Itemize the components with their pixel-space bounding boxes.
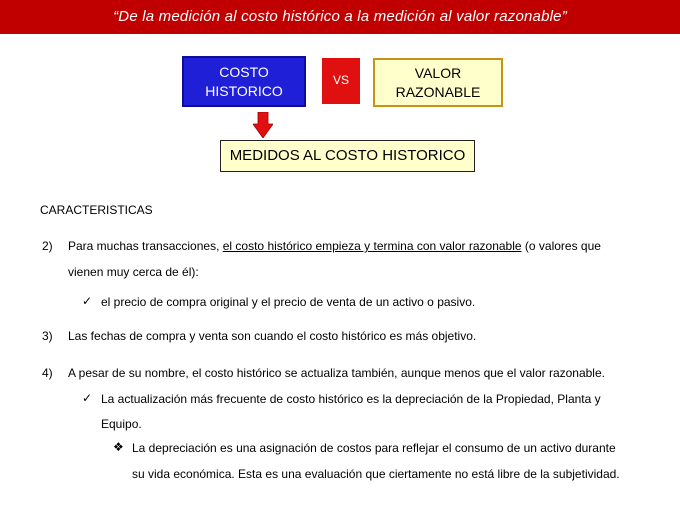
item-4-sub-line2: Equipo. bbox=[101, 417, 142, 431]
checkmark-bullet-icon: ✓ bbox=[82, 391, 93, 405]
title-banner bbox=[0, 0, 680, 34]
item-4-subsub-line1: La depreciación es una asignación de costos para reflejar el consumo de un activo durante bbox=[132, 441, 616, 455]
item-number-3: 3) bbox=[42, 329, 53, 343]
medidos-label: MEDIDOS AL COSTO HISTORICO bbox=[229, 147, 466, 165]
down-arrow-icon bbox=[253, 112, 273, 138]
section-title: CARACTERISTICAS bbox=[40, 203, 153, 217]
valor-razonable-box bbox=[373, 58, 503, 107]
medidos-costo-historico-box bbox=[220, 140, 475, 172]
item-2-text bbox=[68, 239, 601, 253]
item-2-continuation: vienen muy cerca de él): bbox=[68, 265, 199, 279]
item-2-sub: el precio de compra original y el precio de venta de un activo o pasivo. bbox=[101, 295, 476, 309]
costo-historico-box bbox=[182, 56, 306, 107]
item-3-text: Las fechas de compra y venta son cuando el costo histórico es más objetivo. bbox=[68, 329, 477, 343]
item-4-text: A pesar de su nombre, el costo histórico se actualiza también, aunque menos que el valor razonable. bbox=[68, 366, 605, 380]
item-number-2: 2) bbox=[42, 239, 53, 253]
vs-box bbox=[322, 58, 360, 104]
item-4-sub-line1: La actualización más frecuente de costo histórico es la depreciación de la Propiedad, Planta y bbox=[101, 392, 601, 406]
page-title: “De la medición al costo histórico a la medición al valor razonable” bbox=[113, 8, 567, 25]
item-2-text-before: Para muchas transacciones, bbox=[68, 239, 223, 253]
costo-historico-label: COSTO HISTORICO bbox=[205, 64, 283, 99]
item-2-text-underlined: el costo histórico empieza y termina con valor razonable bbox=[222, 239, 522, 253]
diamond-bullet-icon: ❖ bbox=[113, 440, 124, 454]
item-2-text-after: (o valores que bbox=[521, 239, 601, 253]
vs-label: VS bbox=[332, 73, 349, 88]
item-4-subsub-line2: su vida económica. Esta es una evaluación que ciertamente no está libre de la subjetividad. bbox=[132, 467, 620, 481]
valor-razonable-label: VALOR RAZONABLE bbox=[395, 65, 481, 100]
checkmark-bullet-icon: ✓ bbox=[82, 294, 93, 308]
item-number-4: 4) bbox=[42, 366, 53, 380]
